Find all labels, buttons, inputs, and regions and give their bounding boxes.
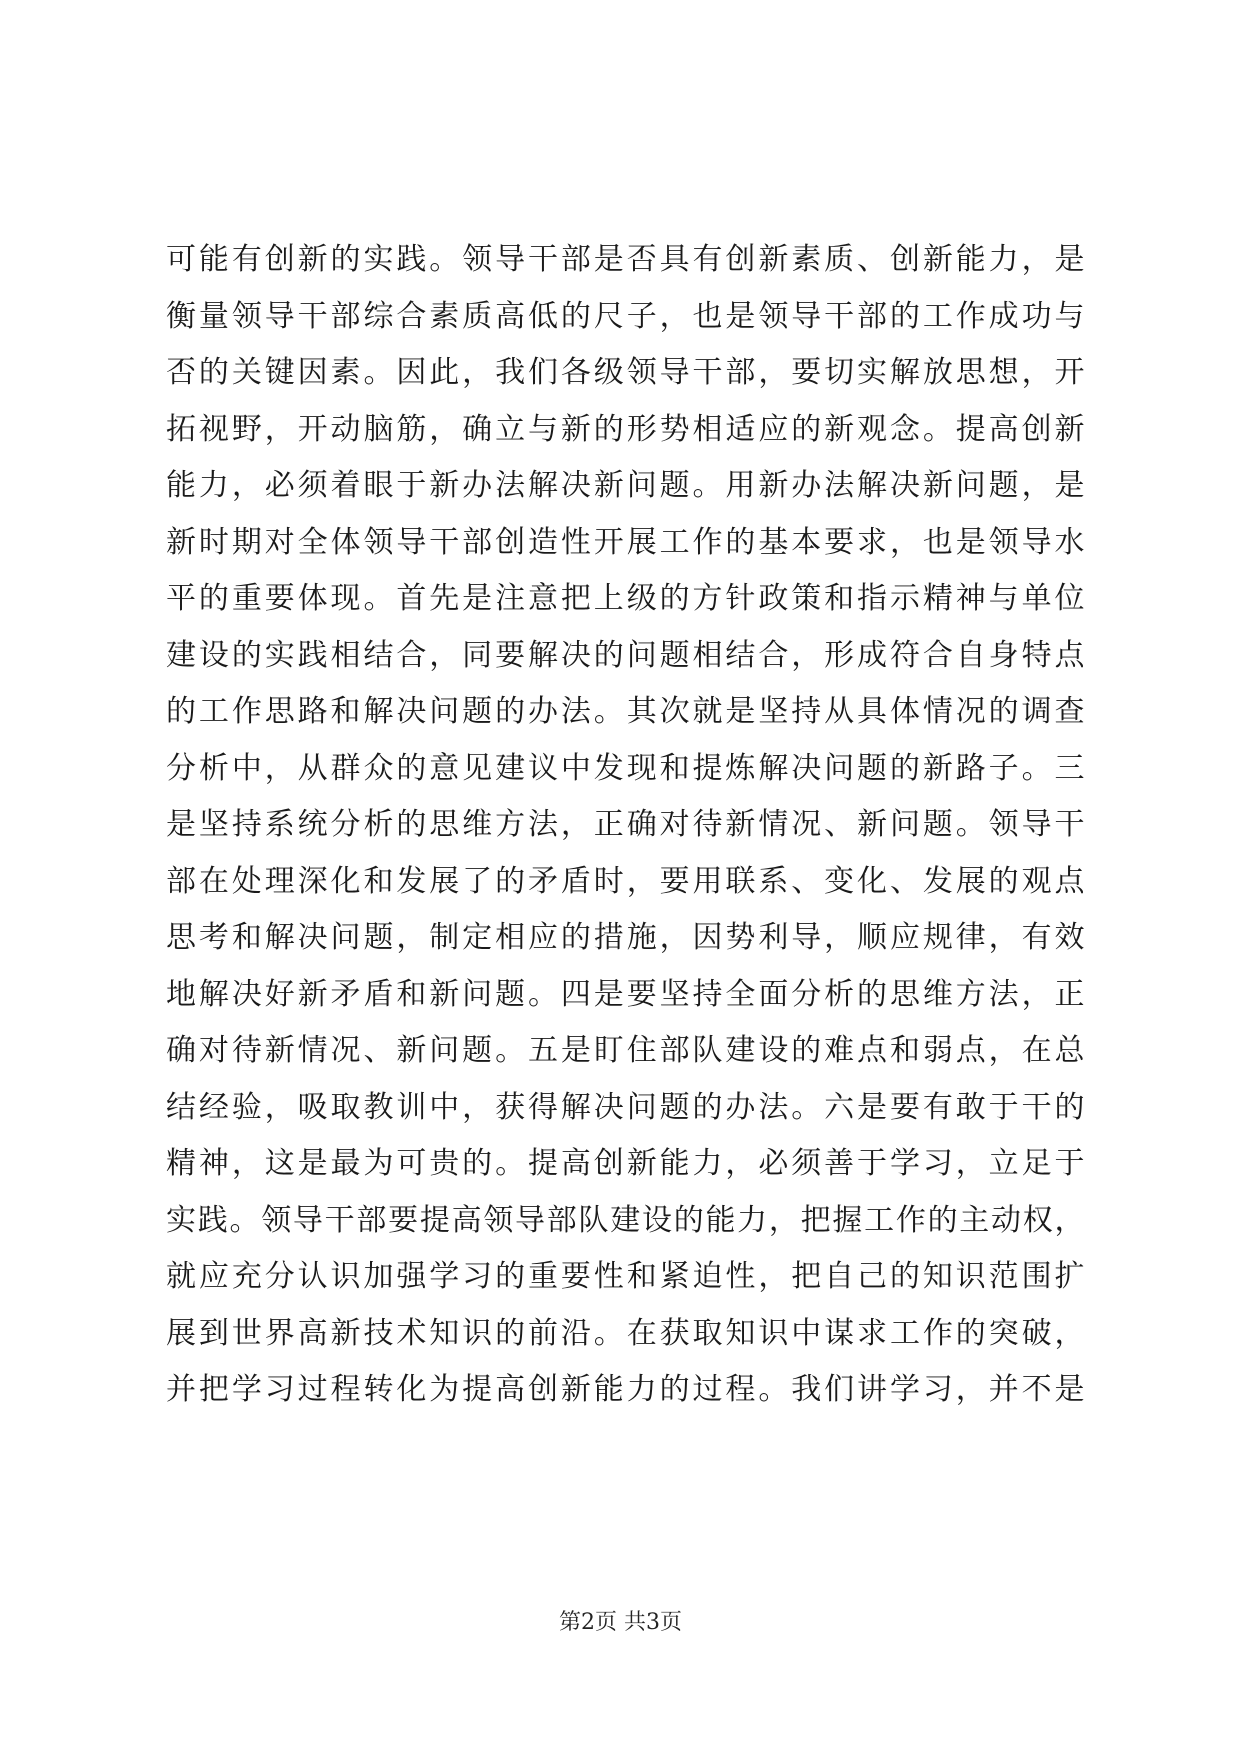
text-line: 是坚持系统分析的思维方法，正确对待新情况、新问题。领导干 [166,807,1086,842]
text-line: 建设的实践相结合，同要解决的问题相结合，形成符合自身特点 [166,637,1086,673]
text-line: 新时期对全体领导干部创造性开展工作的基本要求，也是领导水 [166,524,1086,560]
text-line: 确对待新情况、新问题。五是盯住部队建设的难点和弱点，在总 [166,1033,1086,1068]
text-line: 拓视野，开动脑筋，确立与新的形势相适应的新观念。提高创新 [166,411,1086,447]
page-footer: 第2页 共3页 [559,1610,682,1635]
text-line: 就应充分认识加强学习的重要性和紧迫性，把自己的知识范围扩 [166,1259,1086,1294]
text-line: 部在处理深化和发展了的矛盾时，要用联系、变化、发展的观点 [166,863,1086,899]
text-line: 精神，这是最为可贵的。提高创新能力，必须善于学习，立足于 [166,1146,1086,1181]
text-line: 可能有创新的实践。领导干部是否具有创新素质、创新能力，是 [166,242,1086,277]
text-line: 并把学习过程转化为提高创新能力的过程。我们讲学习，并不是 [166,1372,1086,1407]
text-line: 实践。领导干部要提高领导部队建设的能力，把握工作的主动权， [166,1202,1086,1238]
body-text [166,232,1086,1419]
text-line: 结经验，吸取教训中，获得解决问题的办法。六是要有敢于干的 [166,1089,1086,1125]
text-line: 地解决好新矛盾和新问题。四是要坚持全面分析的思维方法，正 [166,976,1086,1012]
text-line: 衡量领导干部综合素质高低的尺子，也是领导干部的工作成功与 [166,298,1086,334]
text-line: 分析中，从群众的意见建议中发现和提炼解决问题的新路子。三 [166,750,1086,786]
text-line: 否的关键因素。因此，我们各级领导干部，要切实解放思想，开 [166,355,1086,390]
text-line: 展到世界高新技术知识的前沿。在获取知识中谋求工作的突破， [166,1315,1086,1351]
text-line: 能力，必须着眼于新办法解决新问题。用新办法解决新问题，是 [166,468,1086,503]
text-line: 思考和解决问题，制定相应的措施，因势利导，顺应规律，有效 [166,920,1086,955]
text-line: 的工作思路和解决问题的办法。其次就是坚持从具体情况的调查 [166,694,1086,729]
text-line: 平的重要体现。首先是注意把上级的方针政策和指示精神与单位 [166,581,1086,616]
